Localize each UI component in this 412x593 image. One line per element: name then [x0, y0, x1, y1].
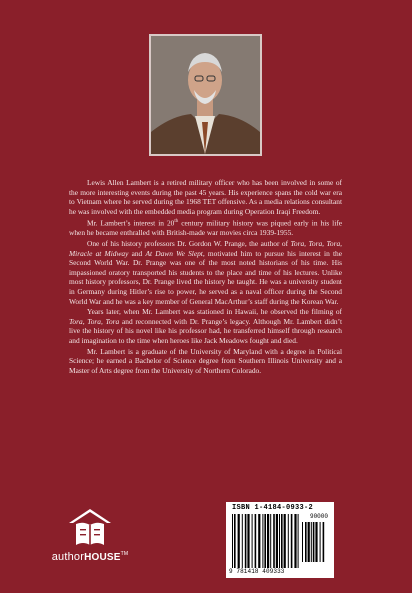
barcode-bar [242, 514, 243, 568]
price-code: 90000 [309, 513, 328, 520]
barcode-bar [315, 522, 317, 562]
barcode-bar [252, 514, 253, 568]
bio-paragraph-1: Lewis Allen Lambert is a retired military officer who has been involved in some of the more interesting events during the past 45 years. His experience spans the cold war era to Vietnam where he served during the 1968 TET offensive. As a media relations consultant he was involved with the embedded media program during Operation Iraqi Freedom. [69, 178, 342, 216]
bio-paragraph-4: Years later, when Mr. Lambert was stationed in Hawaii, he observed the filming of Tora, Tora, Tora and reconnected with Dr. Prange’s legacy. Although Mr. Lambert didn’t live the history of his novel like his professor had, he transferred himself through research and imagination to the time when heroes like Jack Meadows fought and died. [69, 307, 342, 345]
author-photo [149, 34, 262, 156]
house-book-icon [67, 507, 113, 549]
barcode-bar [245, 514, 247, 568]
barcode-bar [313, 522, 315, 562]
barcode-bar [284, 514, 286, 568]
barcode-bar [281, 514, 283, 568]
isbn-barcode [226, 502, 334, 578]
barcode-bar [258, 514, 260, 568]
barcode-bar [255, 514, 257, 568]
barcode-bar [264, 514, 266, 568]
bio-paragraph-2: Mr. Lambert’s interest in 20th century military history was piqued early in his life when he became enthralled with British-made war movies circa 1939-1955. [69, 218, 342, 238]
barcode-bar [288, 514, 289, 568]
barcode-bar [308, 522, 310, 562]
author-biography [69, 178, 342, 376]
bio-paragraph-5: Mr. Lambert is a graduate of the University of Maryland with a degree in Political Science; he earned a Bachelor of Science degree from Southern Illinois University and a Master of Arts degree from the University of Northern Colorado. [69, 346, 342, 375]
barcode-bars [232, 514, 302, 568]
barcode-digits: 9 781418 409333 [229, 568, 285, 575]
barcode-bar [262, 514, 263, 568]
barcode-bar [270, 514, 271, 568]
barcode-bar [234, 514, 236, 568]
publisher-logo [50, 507, 130, 577]
isbn-text: ISBN 1-4184-0933-2 [232, 504, 314, 512]
barcode-bar [320, 522, 321, 562]
barcode-bar [311, 522, 312, 562]
barcode-bar [294, 514, 296, 568]
barcode-bar [291, 514, 293, 568]
barcode-bar [323, 522, 325, 562]
barcode-bar [247, 514, 249, 568]
price-barcode-bars [302, 522, 328, 562]
barcode-bar [305, 522, 307, 562]
portrait-illustration [151, 36, 260, 154]
barcode-bar [298, 514, 299, 568]
barcode-bar [238, 514, 240, 568]
barcode-bar [273, 514, 275, 568]
barcode-bar [232, 514, 233, 568]
publisher-name: authorHOUSE™ [51, 551, 129, 563]
barcode-bar [279, 514, 280, 568]
bio-paragraph-3: One of his history professors Dr. Gordon W. Prange, the author of Tora, Tora, Tora, Miracle at Midway and At Dawn We Slept, motivated him to pursue his interest in the Second World War. Dr. Prange was one of the most noted historians of his time. His impassioned oratory transported his students to the place and time of his lectures. Unlike most history professors, Dr. Prange lived the history he taught. He was a university student in Germany during Hitler’s rise to power, he served as a naval officer during the Second World War and he was a key member of General MacArthur’s staff during the Korean War. [69, 239, 343, 306]
barcode-bar [276, 514, 278, 568]
barcode-bar [267, 514, 269, 568]
barcode-bar [302, 522, 303, 562]
